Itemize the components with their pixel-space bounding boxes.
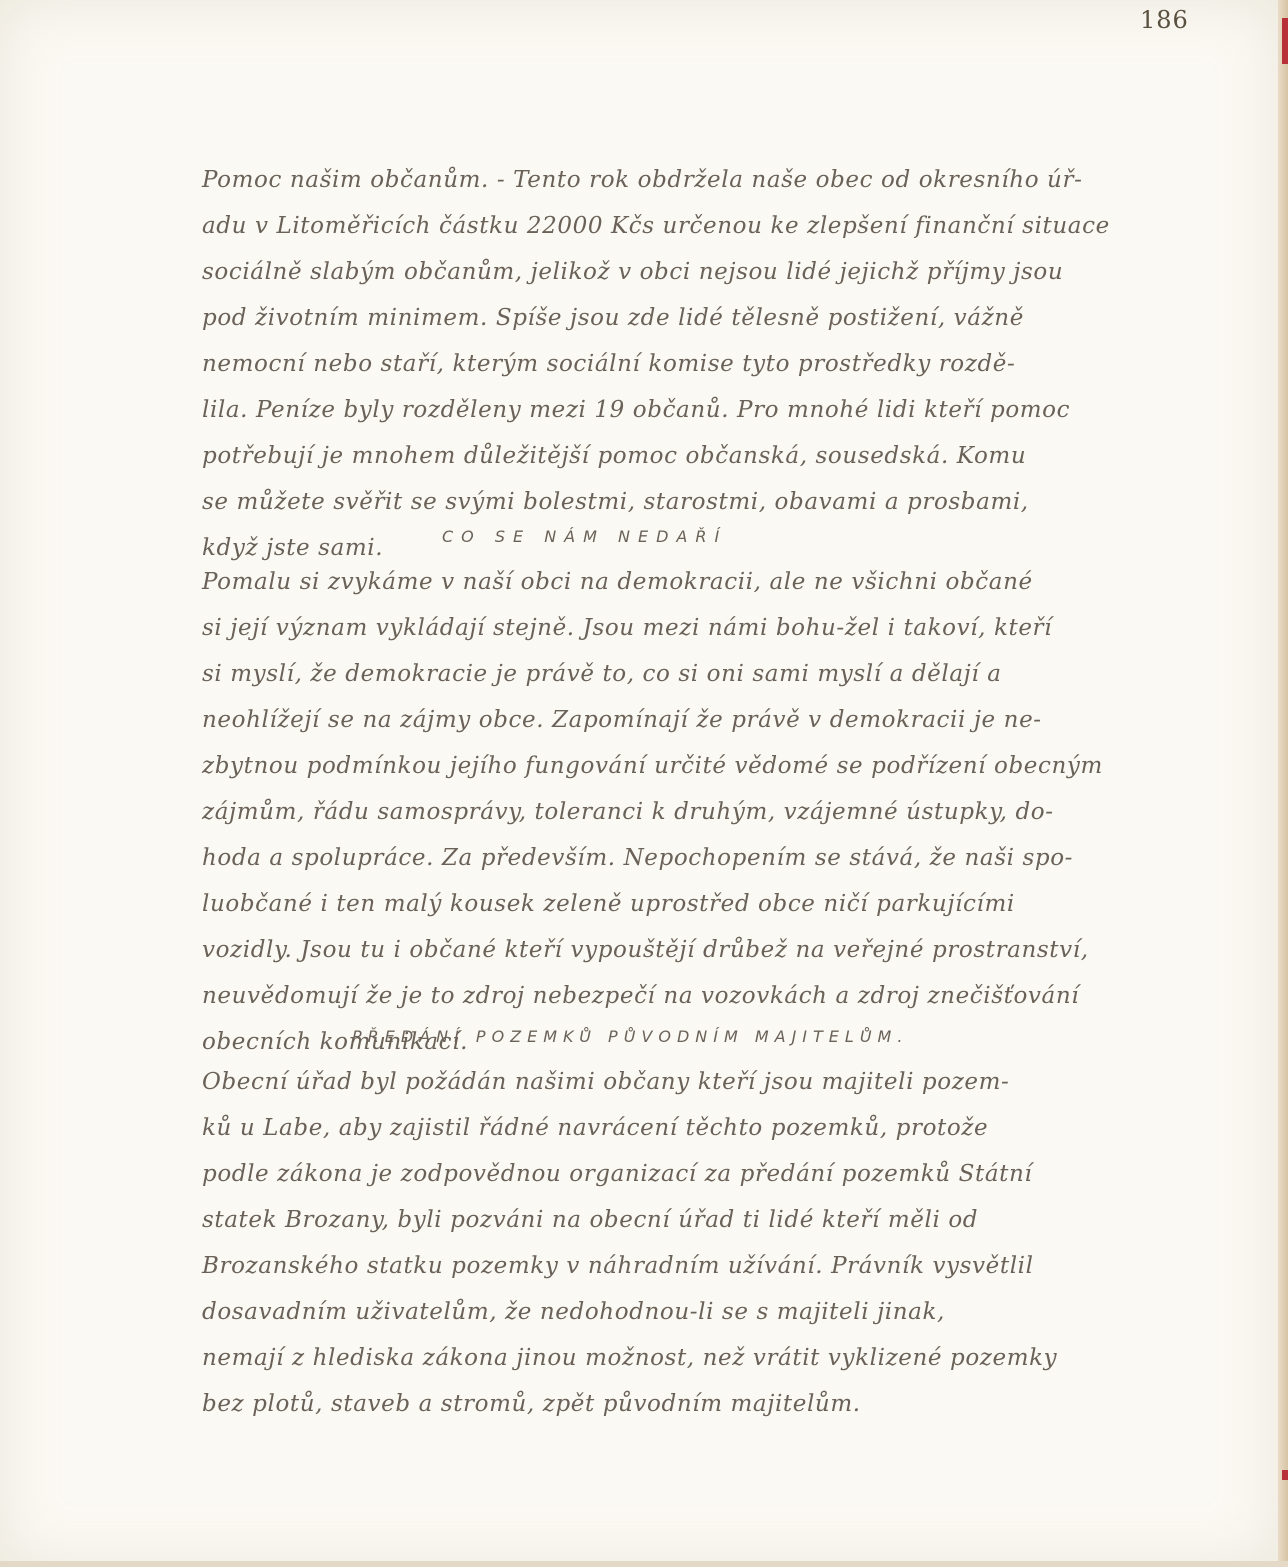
text-line: Obecní úřad byl požádán našimi občany kteří jsou majiteli pozem- [202,1069,1010,1095]
text-line: luobčané i ten malý kousek zeleně uprostřed obce ničí parkujícími [202,891,1015,917]
paragraph-predani-pozemku [202,1059,1152,1427]
text-line: vozidly. Jsou tu i občané kteří vypouštějí drůbež na veřejné prostranství, [202,937,1089,963]
text-line: lila. Peníze byly rozděleny mezi 19 občanů. Pro mnohé lidi kteří pomoc [202,397,1071,423]
text-line: neohlížejí se na zájmy obce. Zapomínají že právě v demokracii je ne- [202,707,1042,733]
text-line: si její význam vykládají stejně. Jsou mezi námi bohu-žel i takoví, kteří [202,615,1053,641]
text-line: podle zákona je zodpovědnou organizací za předání pozemků Státní [202,1161,1033,1187]
text-line: se můžete svěřit se svými bolestmi, starostmi, obavami a prosbami, [202,489,1029,515]
paragraph-co-se-nam-nedari [202,559,1152,1065]
text-line: pod životním minimem. Spíše jsou zde lidé tělesně postižení, vážně [202,305,1024,331]
text-line: si myslí, že demokracie je právě to, co si oni sami myslí a dělají a [202,661,1002,687]
section-heading: PŘEDÁNÍ POZEMKŮ PŮVODNÍM MAJITELŮM. [352,1027,909,1046]
text-line: bez plotů, staveb a stromů, zpět původním majitelům. [202,1391,861,1417]
text-line: adu v Litoměřicích částku 22000 Kčs určenou ke zlepšení finanční situace [202,213,1110,239]
text-line: Brozanského statku pozemky v náhradním užívání. Právník vysvětlil [202,1253,1034,1279]
text-line: sociálně slabým občanům, jelikož v obci nejsou lidé jejichž příjmy jsou [202,259,1064,285]
red-margin-mark [1282,1470,1288,1480]
text-line: hoda a spolupráce. Za především. Nepochopením se stává, že naši spo- [202,845,1074,871]
text-line: zájmům, řádu samosprávy, toleranci k druhým, vzájemné ústupky, do- [202,799,1054,825]
page-number: 186 [1140,6,1189,34]
text-line: dosavadním uživatelům, že nedohodnou-li se s majiteli jinak, [202,1299,945,1325]
section-heading: CO SE NÁM NEDAŘÍ [442,527,728,546]
paragraph-pomoc-obcanum [202,157,1152,571]
text-line: ků u Labe, aby zajistil řádné navrácení těchto pozemků, protože [202,1115,989,1141]
text-line: statek Brozany, byli pozváni na obecní úřad ti lidé kteří měli od [202,1207,979,1233]
page-edge [1278,0,1288,1567]
page-bottom-edge [0,1561,1288,1567]
text-line: Pomalu si zvykáme v naší obci na demokracii, ale ne všichni občané [202,569,1033,595]
red-margin-mark [1282,18,1288,64]
text-line: potřebují je mnohem důležitější pomoc občanská, sousedská. Komu [202,443,1027,469]
text-line: nemocní nebo staří, kterým sociální komise tyto prostředky rozdě- [202,351,1016,377]
text-line: zbytnou podmínkou jejího fungování určité vědomé se podřízení obecným [202,753,1103,779]
text-line: když jste sami. [202,535,384,561]
text-line: neuvědomují že je to zdroj nebezpečí na vozovkách a zdroj znečišťování [202,983,1080,1009]
text-line: obecních komunikací. [202,1029,469,1055]
text-line: nemají z hlediska zákona jinou možnost, než vrátit vyklizené pozemky [202,1345,1058,1371]
text-line: Pomoc našim občanům. - Tento rok obdržela naše obec od okresního úř- [202,167,1083,193]
